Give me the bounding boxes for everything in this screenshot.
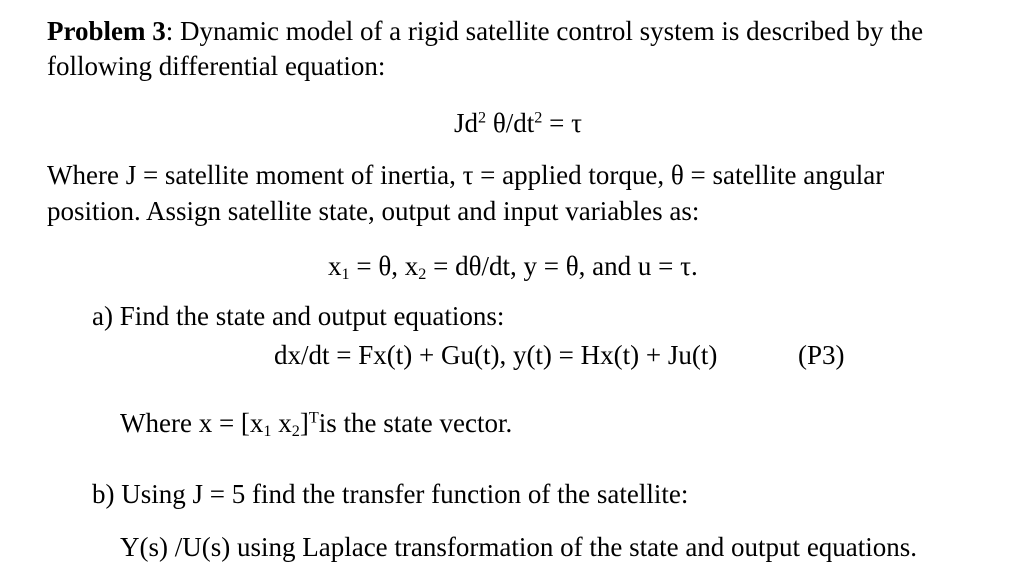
eq-part: Jd [454, 108, 479, 138]
vector-part: Where x = [x [120, 408, 264, 438]
vector-part: is the state vector. [318, 408, 513, 438]
problem-intro-line2: following differential equation: [47, 51, 386, 81]
state-subscript: 1 [341, 265, 350, 284]
part-a-heading [92, 299, 504, 333]
part-a-label: a) [92, 301, 113, 331]
problem-label: Problem 3 [47, 16, 166, 46]
part-b-label: b) [92, 479, 115, 509]
part-b-text: Using J = 5 find the transfer function of the satellite: [121, 479, 689, 509]
state-assignment [328, 249, 698, 283]
vector-part: x [271, 408, 292, 438]
state-vector-definition [120, 406, 512, 440]
problem-intro-text: : Dynamic model of a rigid satellite control system is described by the [165, 16, 924, 46]
differential-equation [454, 106, 582, 140]
vector-subscript: 1 [263, 422, 272, 441]
vector-superscript: T [308, 408, 319, 427]
part-b-heading [92, 477, 688, 511]
vector-subscript: 2 [291, 422, 300, 441]
state-part: x [328, 251, 342, 281]
eq-part: θ/dt [486, 108, 535, 138]
state-part: = dθ/dt, y = θ, and u = τ. [426, 251, 698, 281]
part-a-text: Find the state and output equations: [119, 301, 505, 331]
state-part: = θ, x [349, 251, 419, 281]
state-subscript: 2 [418, 265, 427, 284]
equation-tag: (P3) [798, 340, 845, 370]
definitions-line1: Where J = satellite moment of inertia, τ = applied torque, θ = satellite angular [47, 160, 885, 190]
definitions-line2: position. Assign satellite state, output and input variables as: [47, 196, 700, 226]
eq-part: = τ [542, 108, 582, 138]
state-space-equation: dx/dt = Fx(t) + Gu(t), y(t) = Hx(t) + Ju(t) [274, 340, 718, 370]
eq-superscript: 2 [478, 108, 487, 127]
part-b-line2: Y(s) /U(s) using Laplace transformation of the state and output equations. [120, 532, 918, 562]
problem-intro-line1 [47, 14, 923, 48]
vector-part: ] [299, 408, 309, 438]
eq-superscript: 2 [534, 108, 543, 127]
